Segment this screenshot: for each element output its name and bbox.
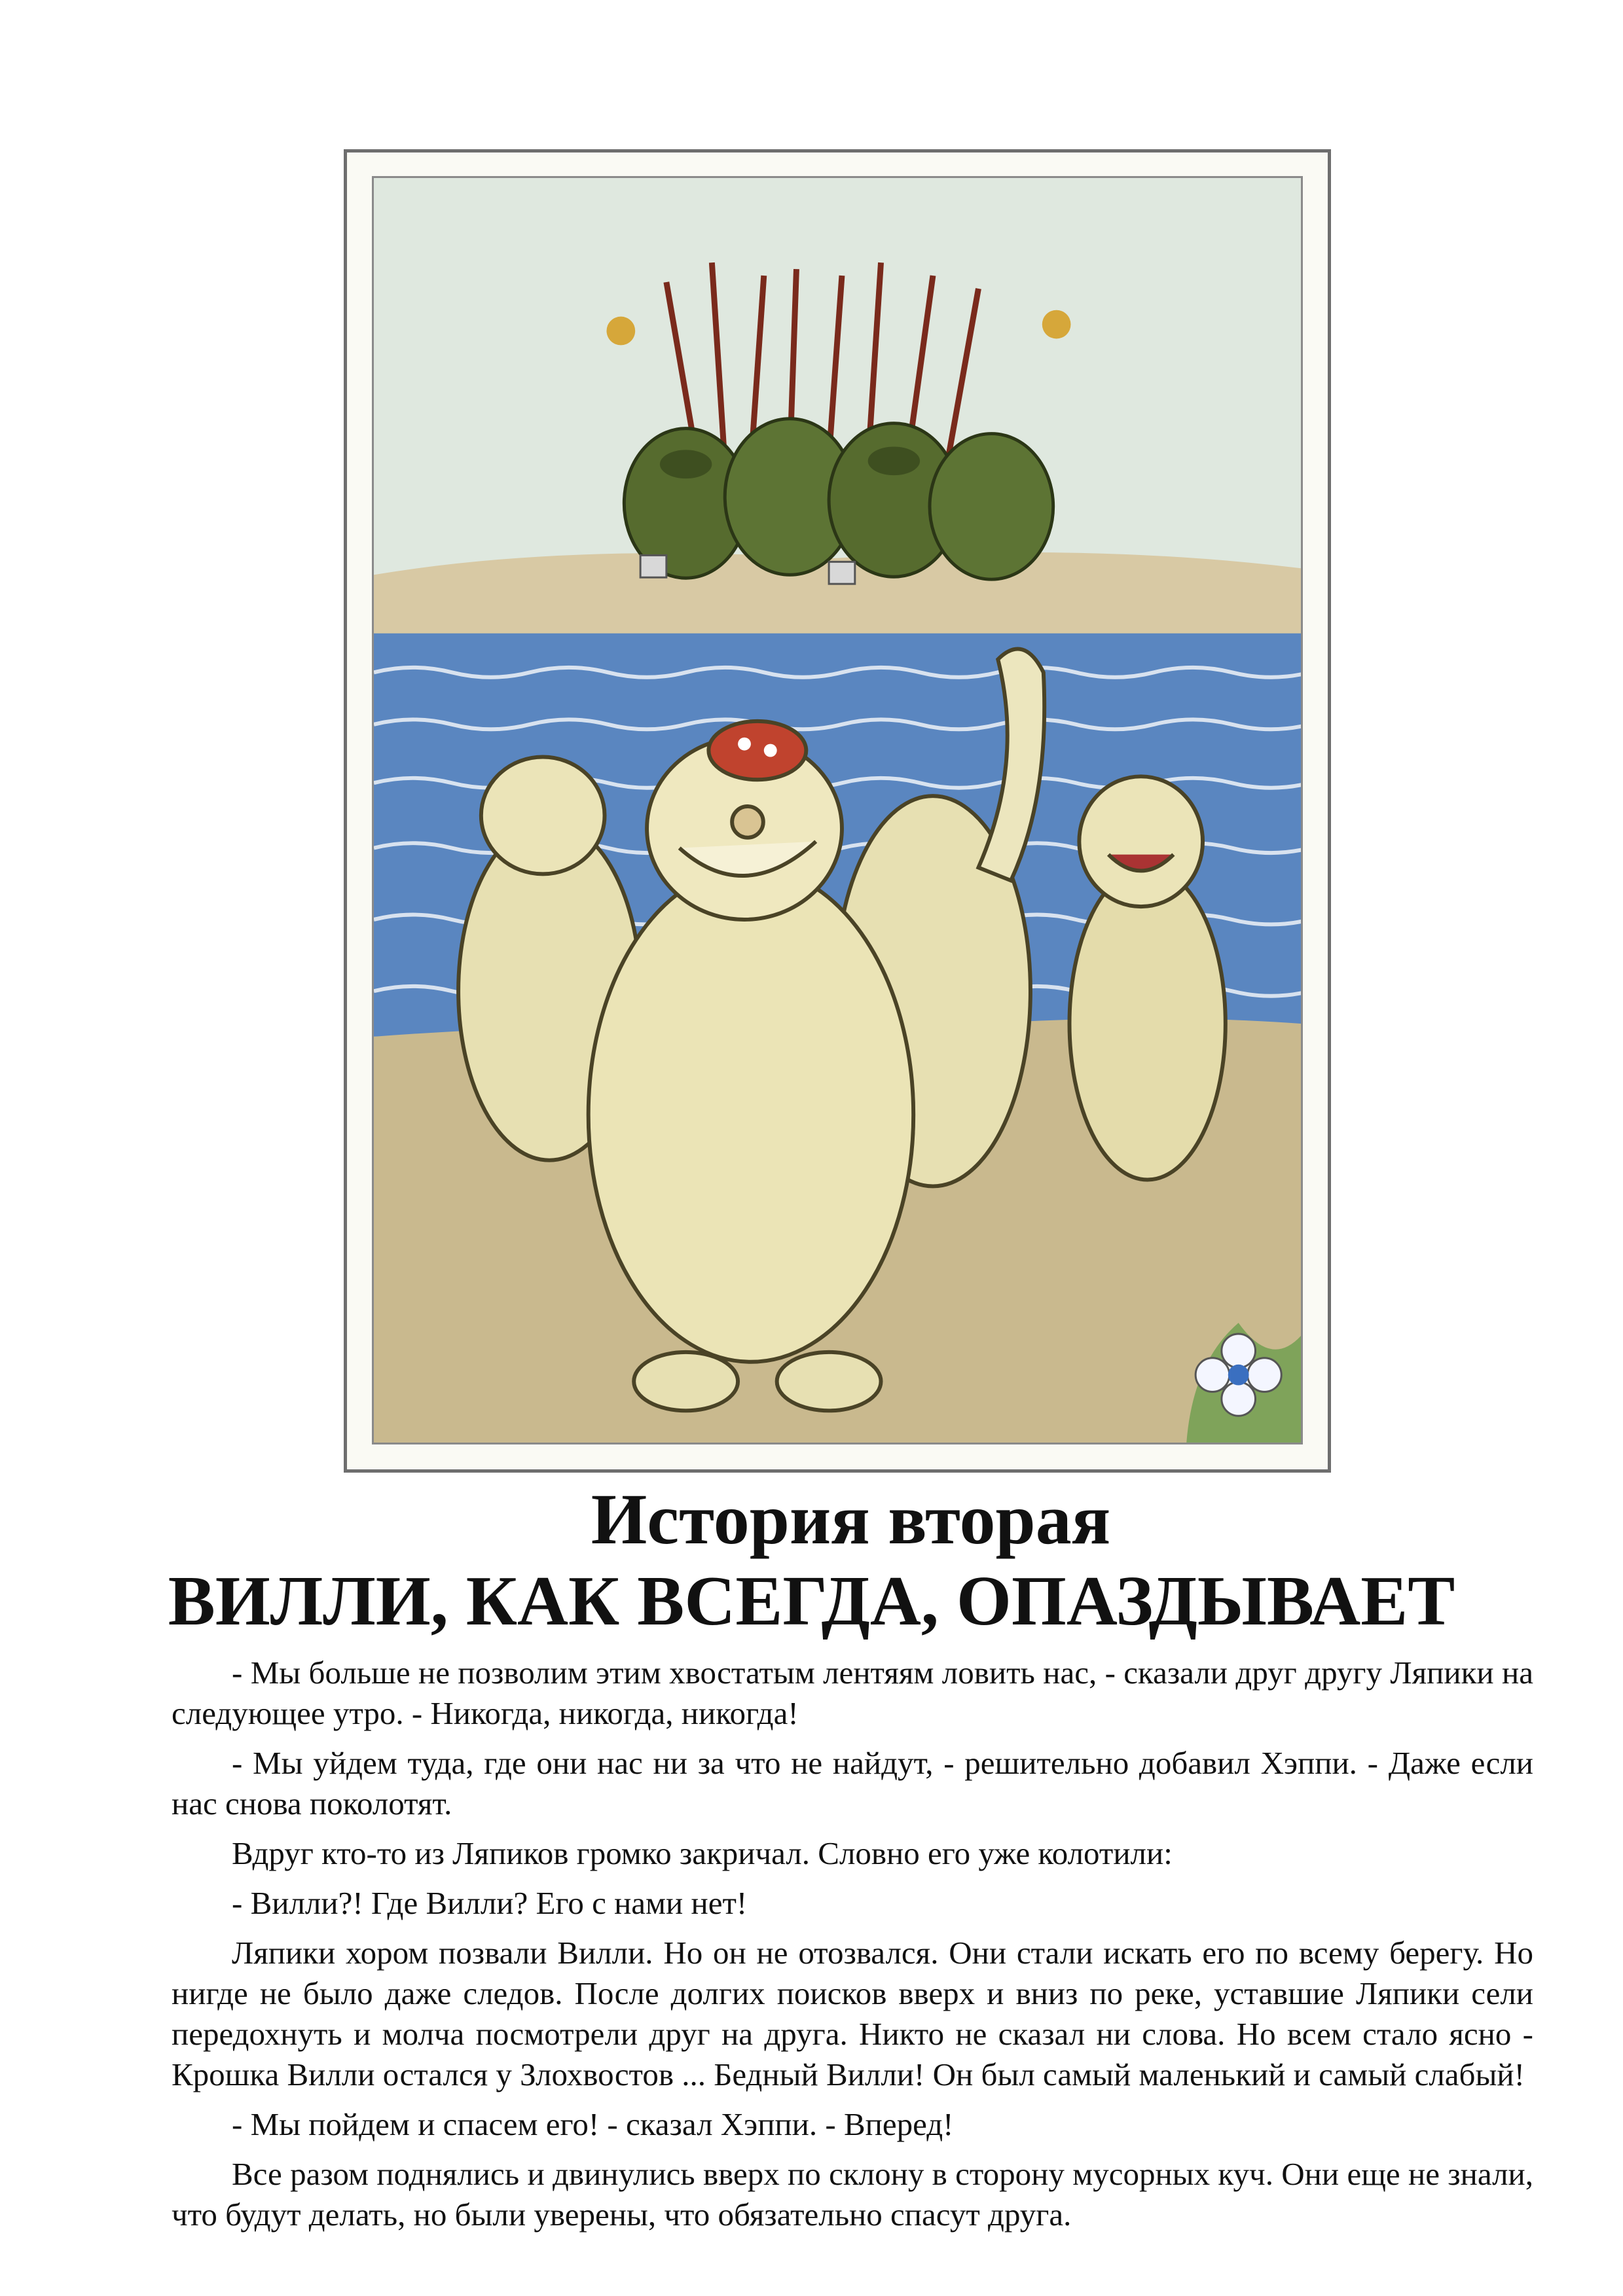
paragraph: Ляпики хором позвали Вилли. Но он не отозвался. Они стали искать его по всему берегу. Но нигде не было даже следов. После долгих поисков вверх и вниз по реке, уставшие Ляпики сели передохнуть и молча посмотрели друг на друга. Никто не сказал ни слова. Но всем стало ясно - Крошка Вилли остался у Злохвостов ... Бедный Вилли! Он был самый маленький и самый слабый! bbox=[172, 1935, 1533, 2092]
story-text bbox=[172, 1653, 1533, 2244]
paragraph: Все разом поднялись и двинулись вверх по склону в сторону мусорных куч. Они еще не знали, что будут делать, но были уверены, что обязательно спасут друга. bbox=[172, 2156, 1533, 2233]
paragraph: Вдруг кто-то из Ляпиков громко закричал. Словно его уже колотили: bbox=[232, 1835, 1173, 1871]
chapter-title: ВИЛЛИ, КАК ВСЕГДА, ОПАЗДЫВАЕТ bbox=[168, 1562, 1455, 1640]
illustration-frame bbox=[344, 149, 1331, 1473]
paragraph: - Мы больше не позволим этим хвостатым лентяям ловить нас, - сказали друг другу Ляпики на следующее утро. - Никогда, никогда, никогда! bbox=[172, 1655, 1533, 1731]
paragraph: - Вилли?! Где Вилли? Его с нами нет! bbox=[232, 1885, 748, 1921]
paragraph: - Мы пойдем и спасем его! - сказал Хэппи. - Вперед! bbox=[232, 2106, 954, 2142]
paragraph: - Мы уйдем туда, где они нас ни за что не найдут, - решительно добавил Хэппи. - Даже если нас снова поколотят. bbox=[172, 1745, 1533, 1821]
chapter-subtitle: История вторая bbox=[591, 1479, 1111, 1559]
illustration bbox=[372, 176, 1303, 1444]
illustration-lyapiki-and-zlokhvosty bbox=[374, 178, 1301, 1443]
